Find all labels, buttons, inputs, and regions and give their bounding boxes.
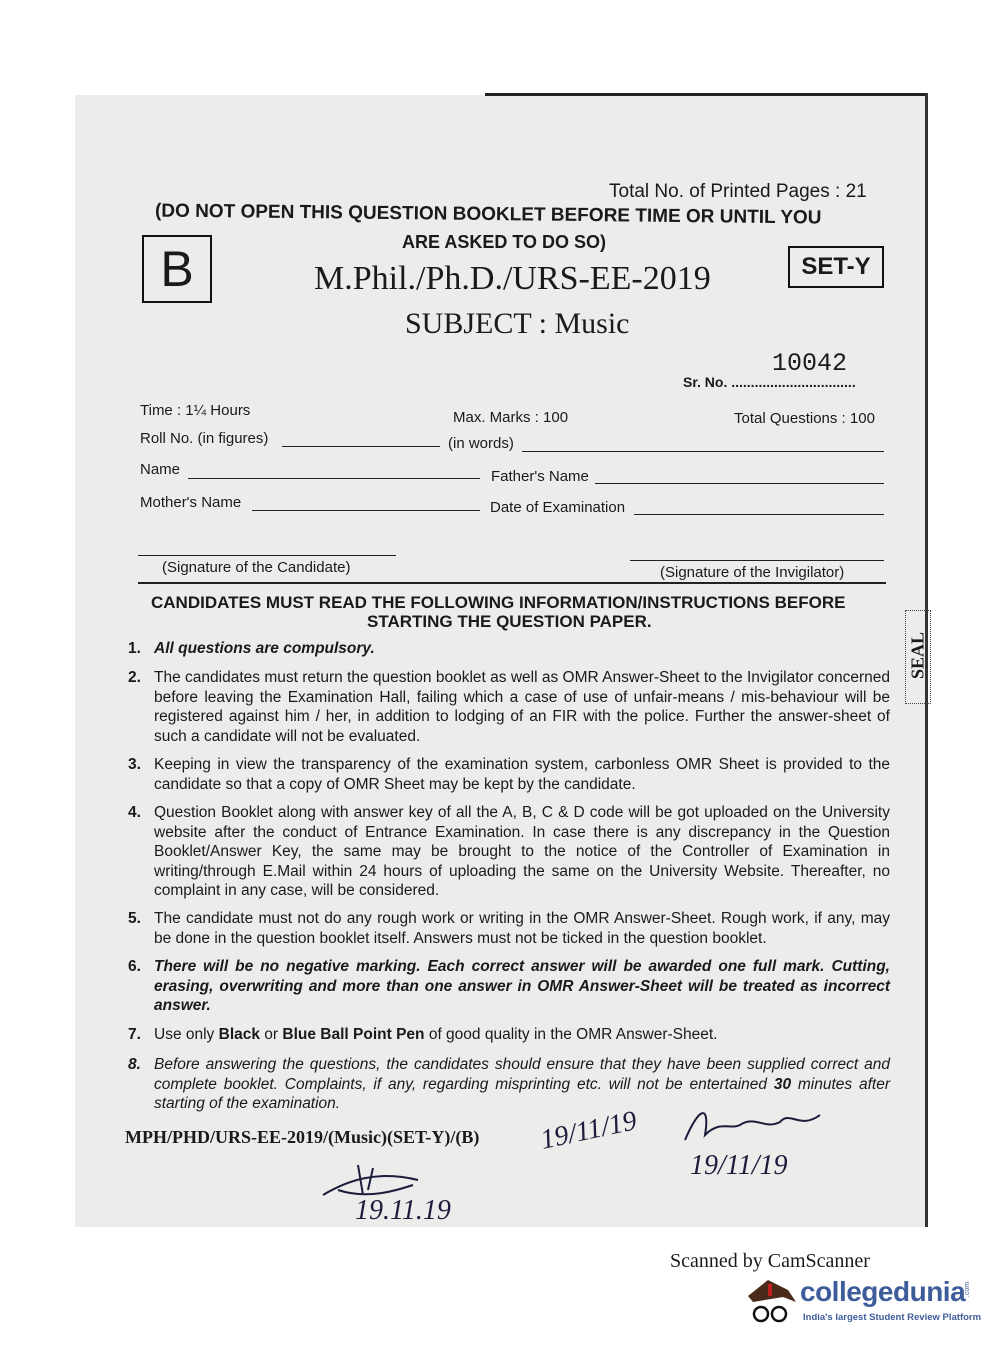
roll-figures-label: Roll No. (in figures) [140, 430, 269, 447]
candidate-signature-field[interactable] [138, 555, 396, 556]
item-text-bold: Blue Ball Point Pen [282, 1026, 425, 1043]
item-number: 5. [128, 910, 141, 927]
exam-title: M.Phil./Ph.D./URS-EE-2019 [314, 260, 711, 297]
mothers-name-label: Mother's Name [140, 494, 242, 511]
name-label: Name [140, 461, 181, 478]
mothers-name-field[interactable] [252, 510, 480, 511]
instructions-heading-2: STARTING THE QUESTION PAPER. [367, 612, 652, 631]
collegedunia-logo: collegedunia [800, 1276, 966, 1307]
serial-label: Sr. No. ................................ [683, 374, 856, 390]
scan-edge [485, 93, 928, 96]
fathers-name-label: Father's Name [491, 468, 589, 485]
handwritten-date-1: 19/11/19 [537, 1105, 640, 1156]
item-number: 4. [128, 804, 141, 821]
warning-line-1: (DO NOT OPEN THIS QUESTION BOOKLET BEFORE TIME OR UNTIL YOU [154, 200, 822, 229]
invigilator-signature-label: (Signature of the Invigilator) [660, 564, 845, 581]
instruction-1 [128, 639, 890, 659]
instruction-5 [128, 909, 890, 948]
total-pages: Total No. of Printed Pages : 21 [609, 181, 867, 202]
handwritten-date-2: 19.11.19 [355, 1195, 451, 1226]
roll-words-field[interactable] [522, 451, 884, 452]
set-box: SET-Y [788, 246, 884, 288]
instruction-6 [128, 957, 890, 1016]
item-number: 1. [128, 640, 141, 657]
booklet-code-box: B [142, 235, 212, 303]
invigilator-signature [680, 1100, 830, 1150]
date-exam-label: Date of Examination [490, 499, 626, 516]
item-number: 8. [128, 1056, 141, 1073]
item-text: There will be no negative marking. Each correct answer will be awarded one full mark. Cutting, erasing, overwriting and more than one answer in OMR Answer-Sheet will be treated as incorrect answer. [154, 958, 890, 1014]
signature-scribble [318, 1160, 428, 1205]
subject: SUBJECT : Music [405, 307, 630, 340]
collegedunia-tagline: India's largest Student Review Platform [803, 1312, 982, 1323]
warning-line-2: ARE ASKED TO DO SO) [402, 232, 607, 252]
instruction-2 [128, 668, 890, 746]
item-number: 3. [128, 756, 141, 773]
item-text: All questions are compulsory. [154, 640, 375, 657]
fathers-name-field[interactable] [595, 483, 884, 484]
seal-label: SEAL [907, 631, 928, 680]
time: Time : 1¼ Hours [140, 402, 251, 419]
candidate-signature-label: (Signature of the Candidate) [162, 559, 351, 576]
handwritten-date-3: 19/11/19 [690, 1150, 788, 1181]
item-number: 2. [128, 669, 141, 686]
seal-box [905, 610, 931, 704]
roll-figures-field[interactable] [282, 446, 440, 447]
divider [138, 582, 886, 584]
item-text: Question Booklet along with answer key of all the A, B, C & D code will be got uploaded on the University website after the conduct of Entrance Examination. In case there is any discrepancy in the Question Booklet/Answer Key, the same may be brought to the notice of the Controller of Examination in writing/through E.Mail within 24 hours of uploading the same on the University Website. Thereafter, no complaint in any case, will be considered. [154, 804, 890, 899]
item-number: 6. [128, 958, 141, 975]
roll-words-label: (in words) [448, 435, 514, 452]
name-field[interactable] [188, 478, 480, 479]
item-number: 7. [128, 1026, 141, 1043]
max-marks: Max. Marks : 100 [453, 409, 569, 426]
date-exam-field[interactable] [634, 514, 884, 515]
item-text: of good quality in the OMR Answer-Sheet. [424, 1026, 718, 1043]
item-text: Use only [154, 1026, 219, 1043]
camscanner-watermark: Scanned by CamScanner [670, 1250, 870, 1272]
item-text: minutes after starting of the examination. [154, 1075, 890, 1112]
collegedunia-mascot-icon [743, 1278, 799, 1330]
item-text: The candidate must not do any rough work or writing in the OMR Answer-Sheet. Rough work, if any, may be done in the question booklet itself. Answers must not be ticked in the question booklet. [154, 910, 890, 947]
item-text-bold: Black [218, 1026, 260, 1043]
instruction-4 [128, 803, 890, 901]
item-text: The candidates must return the question booklet as well as OMR Answer-Sheet to the Invigilator concerned before leaving the Examination Hall, failing which a case of use of unfair-means / mis-behaviour will be registered against him / her, in addition to lodging of an FIR with the police. Further the answer-sheet of such a candidate will not be evaluated. [154, 669, 890, 745]
item-text: or [260, 1026, 283, 1043]
instructions-heading-1: CANDIDATES MUST READ THE FOLLOWING INFORMATION/INSTRUCTIONS BEFORE [151, 593, 846, 612]
footer-code: MPH/PHD/URS-EE-2019/(Music)(SET-Y)/(B) [125, 1127, 480, 1147]
item-text: Keeping in view the transparency of the examination system, carbonless OMR Sheet is provided to the candidate so that a copy of OMR Sheet may be kept by the candidate. [154, 756, 890, 793]
serial-number: 10042 [772, 349, 848, 378]
item-text-bold: 30 [773, 1075, 792, 1093]
instruction-7 [128, 1025, 890, 1045]
item-text: Before answering the questions, the candidates should ensure that they have been supplied correct and complete booklet. Complaints, if any, regarding misprinting etc. will not be entertained [154, 1056, 890, 1093]
total-questions: Total Questions : 100 [734, 410, 875, 427]
instruction-3 [128, 755, 890, 794]
collegedunia-suffix: .com [964, 1281, 972, 1298]
invigilator-signature-field[interactable] [630, 560, 884, 561]
